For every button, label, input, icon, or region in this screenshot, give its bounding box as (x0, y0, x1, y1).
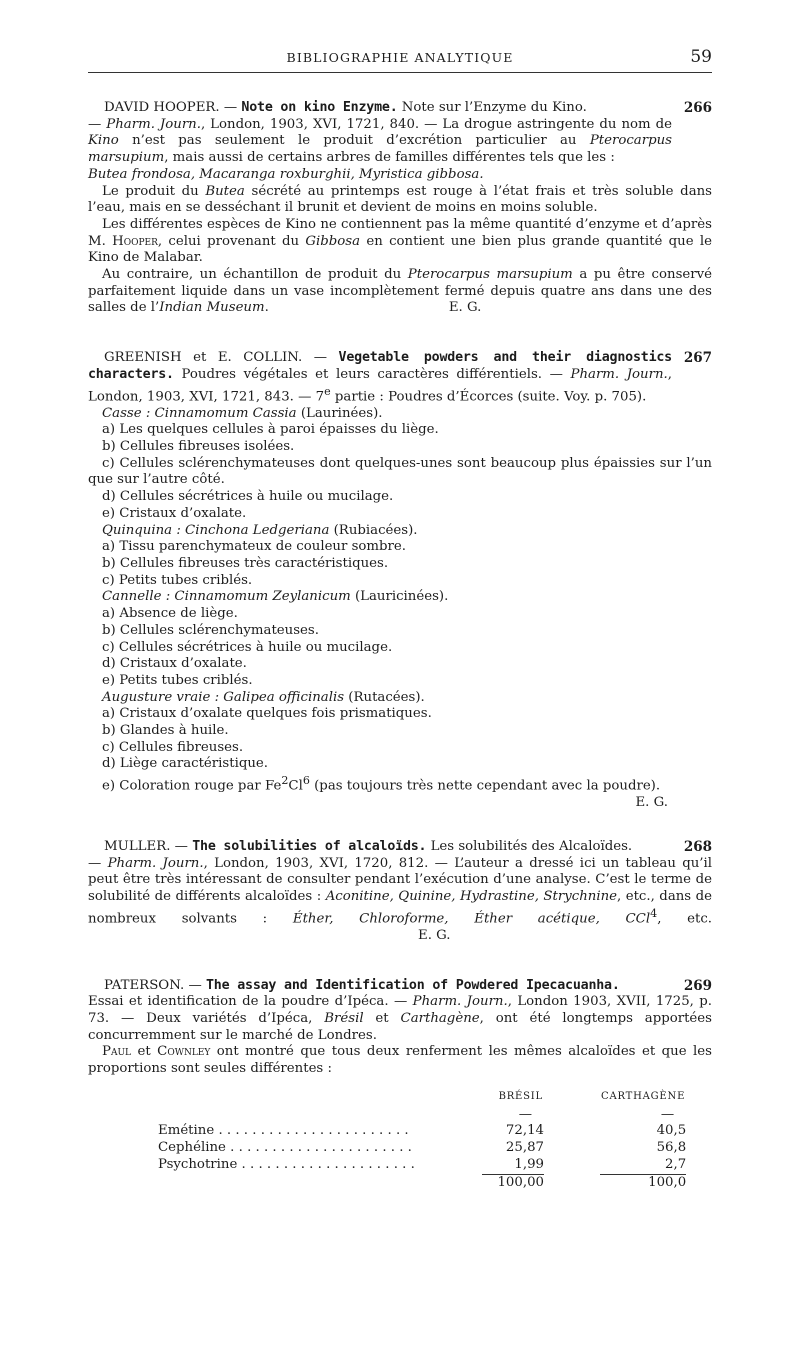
dash: — (184, 977, 206, 993)
text: — (88, 116, 107, 132)
entry-paragraph (88, 217, 712, 267)
entry-paragraph (88, 1044, 712, 1077)
list-item: a) Cristaux d’oxalate quelques fois prismatiques. (102, 706, 432, 722)
text: Note sur l’Enzyme du Kino. (397, 100, 587, 115)
value-bresil: 1,99 (514, 1156, 544, 1172)
table-header (158, 1088, 686, 1107)
list-item (102, 773, 712, 795)
text: ont montré que tous deux renferment les mêmes alcaloïdes et que les proportions sont seules différentes : (88, 1044, 712, 1077)
row-label (158, 1140, 482, 1157)
term: Pterocarpus marsupium (88, 133, 672, 166)
text: Les solubilités des Alcaloïdes. (426, 838, 633, 854)
author-ref: Paul (102, 1044, 132, 1060)
text: — (88, 855, 108, 871)
entry-title: The solubilities of alcaloïds. (192, 838, 427, 854)
signature: E. G. (635, 795, 668, 811)
leader-dots: . . . . . . . . . . . . . . . . . . . . . . . (214, 1123, 409, 1139)
drug-name: Casse : Cinnamomum Cassia (102, 405, 297, 421)
term: Gibbosa (305, 233, 361, 249)
author: MULLER. (104, 838, 171, 854)
text: en contient une bien plus grande quantité que le Kino de Malabar. (88, 233, 713, 266)
list-item: b) Cellules sclérenchymateuses. (102, 622, 319, 638)
text: , etc. (657, 911, 713, 927)
text: Les différentes espèces de Kino ne contiennent pas la même quantité d’enzyme et d’après M. (88, 216, 712, 249)
list-item: c) Cellules sécrétrices à huile ou mucilage. (102, 639, 393, 655)
family: (Laurinées). (296, 405, 383, 421)
text: e) Coloration rouge par Fe (102, 778, 282, 794)
list-item: c) Petits tubes criblés. (102, 572, 253, 588)
text: . (264, 300, 269, 316)
entry-title: Note on kino Enzyme. (241, 100, 398, 115)
list-item: b) Cellules fibreuses isolées. (102, 439, 295, 455)
signature: E. G. (448, 300, 482, 316)
table-row (158, 1140, 686, 1157)
term: Butea (205, 183, 245, 199)
table-rule-row (158, 1107, 686, 1124)
text: Le produit du (102, 183, 206, 199)
group-heading (102, 690, 712, 707)
journal: Pharm. Journ. (107, 855, 204, 871)
entry-number: 268 (683, 838, 712, 855)
leader-dots: . . . . . . . . . . . . . . . . . . . . . . (225, 1140, 412, 1156)
list-item: a) Les quelques cellules à paroi épaisses du liège. (102, 422, 439, 438)
text: Au contraire, un échantillon de produit du (102, 267, 408, 283)
journal: Pharm. Journ. (106, 116, 201, 132)
running-title: BIBLIOGRAPHIE ANALYTIQUE (286, 50, 514, 65)
entry-paragraph (88, 184, 712, 217)
value-bresil: 25,87 (505, 1140, 544, 1156)
superscript: e (324, 384, 331, 398)
entry-paragraph (88, 267, 712, 317)
journal: Pharm. Journ. (412, 994, 508, 1010)
list-item: c) Cellules fibreuses. (102, 739, 244, 755)
term: Brésil (324, 1011, 364, 1027)
author: PATERSON. (104, 977, 185, 993)
page (88, 46, 712, 1192)
list-item: e) Cristaux d’oxalate. (102, 505, 247, 521)
drug-name: Cannelle : Cinnamomum Zeylanicum (102, 589, 351, 605)
entry-number: 269 (683, 977, 712, 994)
compound-name: Cephéline (158, 1140, 226, 1156)
compound-name: Psychotrine (158, 1157, 238, 1173)
text: , London, 1903, XVI, 1720, 812. — L’auteur a dressé ici un tableau qu’il peut être très intéressant de consulter pendant l’exécution d’une analyse. C’est le terme de solubilité de différents alcaloïdes : (88, 855, 713, 905)
group-heading (102, 523, 712, 540)
row-label (158, 1123, 482, 1140)
entry-number: 267 (683, 350, 712, 367)
superscript: 6 (302, 774, 310, 788)
signature: E. G. (418, 927, 451, 943)
family: (Lauricinées). (350, 589, 449, 605)
list-item: d) Cellules sécrétrices à huile ou mucilage. (102, 489, 394, 505)
row-label (158, 1157, 482, 1174)
term: Carthagène (400, 1011, 480, 1027)
compound-name: Emétine (158, 1123, 215, 1139)
value-carthagene: 40,5 (656, 1123, 687, 1139)
text: , London, 1903, XVI, 1721, 840. — La drogue astringente du nom de (200, 116, 673, 132)
term: Kino (88, 133, 119, 149)
value-bresil: 72,14 (505, 1123, 544, 1139)
list-item: d) Cristaux d’oxalate. (102, 656, 247, 672)
running-header (88, 46, 712, 73)
text: Poudres végétales et leurs caractères différentiels. — (173, 366, 571, 382)
dash: — (170, 838, 193, 854)
dash: — (660, 1106, 675, 1122)
leader-dots: . . . . . . . . . . . . . . . . . . . . . (237, 1157, 415, 1173)
author-ref: Cownley (157, 1044, 211, 1060)
text: , etc., dans de nombreux solvants : (88, 889, 712, 927)
dash: — (518, 1106, 532, 1122)
text: , London, 1903, XVI, 1721, 843. — 7 (88, 366, 673, 404)
species-list: Butea frondosa, Macaranga roxburghii, Myristica gibbosa. (88, 166, 484, 182)
author: DAVID HOOPER. (104, 100, 220, 115)
entry-266 (88, 100, 712, 317)
entry-paragraph (88, 100, 712, 184)
text: , London 1903, XVII, 1725, p. 73. — Deux variétés d’Ipéca, (88, 994, 713, 1027)
list-item: b) Cellules fibreuses très caractéristiques. (102, 556, 389, 571)
drug-name: Quinquina : Cinchona Ledgeriana (102, 522, 330, 538)
entry-number: 266 (683, 100, 712, 116)
text: Cl (288, 778, 303, 794)
list-item: a) Absence de liège. (102, 606, 238, 622)
list-item: e) Petits tubes criblés. (102, 672, 253, 688)
term: Indian Museum (159, 300, 265, 316)
value-carthagene: 56,8 (656, 1140, 687, 1156)
text: et (131, 1044, 158, 1060)
page-number: 59 (690, 47, 712, 67)
text: , celui provenant du (157, 233, 306, 249)
term: Pterocarpus marsupium (407, 267, 573, 283)
total-bresil: 100,00 (482, 1174, 544, 1191)
list-item: c) Cellules sclérenchymateuses dont quelques-unes sont beaucoup plus épaissies sur l’un que sur l’autre côté. (88, 455, 712, 488)
text: n’est pas seulement le produit d’excrétion particulier au (118, 133, 590, 149)
entry-title: The assay and Identification of Powdered Ipecacuanha. (205, 977, 620, 993)
entry-paragraph (88, 978, 712, 1045)
table-row (158, 1123, 686, 1140)
alkaloid-table (158, 1088, 686, 1192)
entry-paragraph (88, 839, 712, 945)
dash: — (302, 350, 339, 366)
journal: Pharm. Journ. (570, 366, 668, 382)
powder-list (88, 406, 712, 796)
text: et (363, 1011, 401, 1027)
text: , mais aussi de certains arbres de familles différentes tels que les : (164, 150, 615, 166)
table-total-row (158, 1174, 686, 1191)
list-item: a) Tissu parenchymateux de couleur sombre. (102, 539, 406, 555)
list-item: d) Liège caractéristique. (102, 756, 269, 772)
text: partie : Poudres d’Écorces (suite. Voy. p. 705). (330, 388, 647, 404)
table-row (158, 1157, 686, 1174)
drug-name: Augusture vraie : Galipea officinalis (102, 689, 345, 705)
author-ref: Hooper (112, 233, 158, 249)
total-carthagene: 100,0 (600, 1174, 686, 1191)
list-item: b) Glandes à huile. (102, 723, 229, 739)
text: (pas toujours très nette cependant avec la poudre). (309, 778, 661, 794)
text: a pu être conservé parfaitement liquide dans un vase incomplètement fermé depuis quatre ans dans une des salles de l’ (88, 267, 712, 316)
author: GREENISH et E. COLLIN. (104, 350, 303, 366)
solvent-list: Éther, Chloroforme, Éther acétique, CCl (292, 911, 651, 927)
entry-title: Vegetable powders and their diagnostics characters. (88, 350, 672, 382)
superscript: 2 (281, 774, 289, 788)
family: (Rutacées). (344, 689, 425, 705)
dash: — (219, 100, 242, 115)
family: (Rubiacées). (329, 522, 418, 538)
column-header: BRÉSIL (498, 1090, 543, 1102)
text: Essai et identification de la poudre d’Ipéca. — (88, 994, 413, 1010)
entry-267 (88, 350, 712, 812)
text: , ont été longtemps apportées concurremment sur le marché de Londres. (88, 1011, 712, 1043)
column-header: CARTHAGÈNE (601, 1090, 686, 1102)
entry-269 (88, 978, 712, 1192)
entry-paragraph (88, 350, 712, 406)
group-heading (102, 589, 712, 606)
entry-268 (88, 839, 712, 945)
group-heading (102, 406, 712, 423)
text: sécrété au printemps est rouge à l’état frais et très soluble dans l’eau, mais en se desséchant il brunit et devient de moins en moins soluble. (88, 183, 713, 216)
superscript: 4 (650, 906, 658, 920)
alkaloid-list: Aconitine, Quinine, Hydrastine, Strychnine (325, 889, 618, 905)
value-carthagene: 2,7 (665, 1156, 687, 1172)
